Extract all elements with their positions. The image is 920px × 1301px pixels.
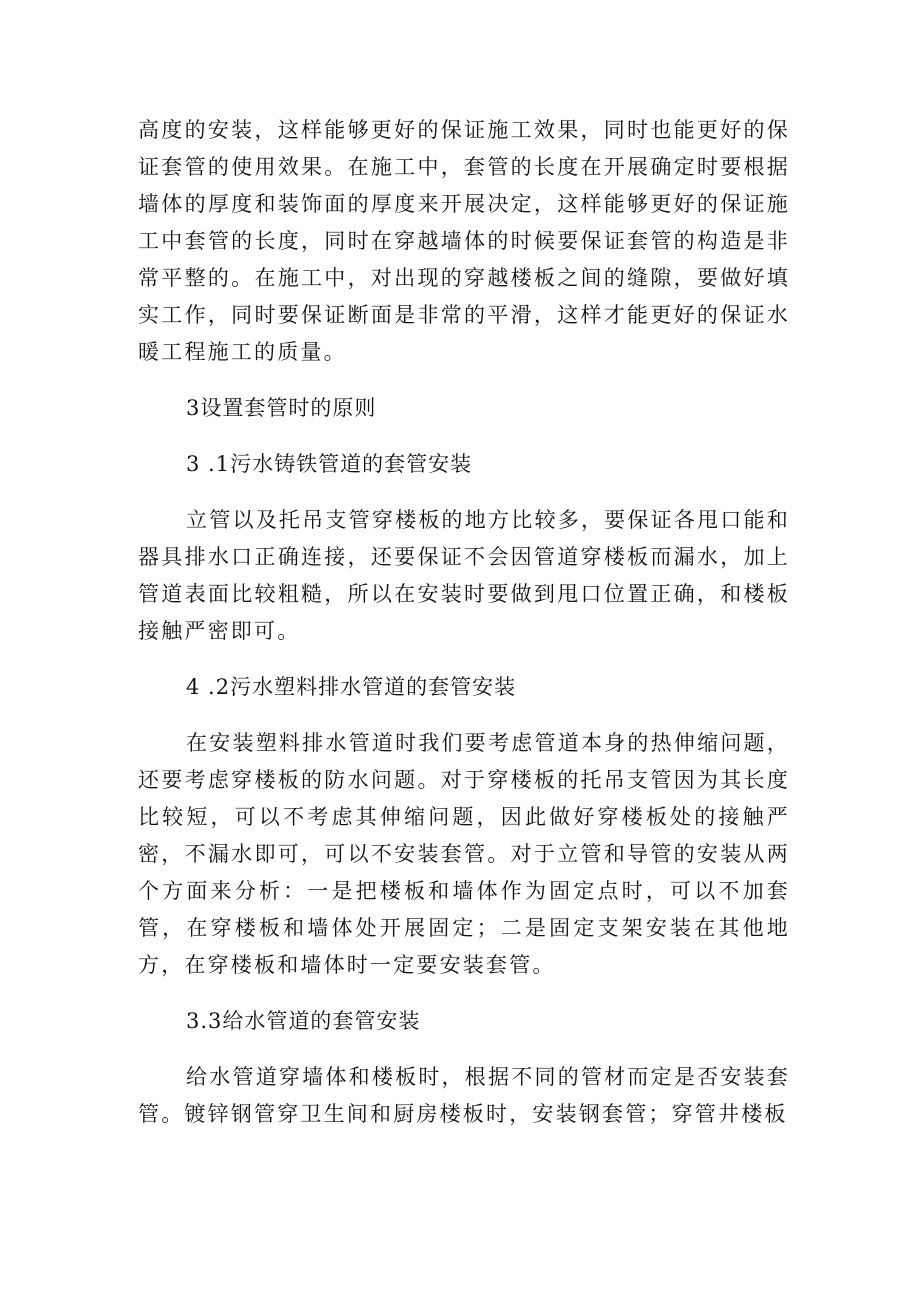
- paragraph-water-supply: 给水管道穿墙体和楼板时，根据不同的管材而定是否安装套管。镀锌钢管穿卫生间和厨房楼板时，安装钢套管；穿管井楼板: [138, 1065, 790, 1126]
- section-heading-3-1: 3 .1污水铸铁管道的套管安装: [186, 452, 473, 476]
- spacer: [138, 706, 790, 725]
- spacer: [138, 427, 790, 446]
- paragraph-continued: 高度的安装，这样能够更好的保证施工效果，同时也能更好的保证套管的使用效果。在施工中，套管的长度在开展确定时要根据墙体的厚度和装饰面的厚度来开展决定，这样能够更好的保证施工中套管的长度，同时在穿越墙体的时候要保证套管的构造是非常平整的。在施工中，对出现的穿越楼板之间的缝隙，要做好填实工作，同时要保证断面是非常的平滑，这样才能更好的保证水暖工程施工的质量。: [138, 118, 790, 364]
- paragraph-cast-iron: 立管以及托吊支管穿楼板的地方比较多，要保证各甩口能和器具排水口正确连接，还要保证不会因管道穿楼板而漏水，加上管道表面比较粗糙，所以在安装时要做到甩口位置正确，和楼板接触严密即可。: [138, 508, 790, 643]
- spacer: [138, 984, 790, 1003]
- spacer: [138, 650, 790, 669]
- document-page: [138, 112, 790, 1133]
- paragraph-plastic-drain: 在安装塑料排水管道时我们要考虑管道本身的热伸缩问题，还要考虑穿楼板的防水问题。对于穿楼板的托吊支管因为其长度比较短，可以不考虑其伸缩问题，因此做好穿楼板处的接触严密，不漏水即可，可以不安装套管。对于立管和导管的安装从两个方面来分析：一是把楼板和墙体作为固定点时，可以不加套管，在穿楼板和墙体处开展固定；二是固定支架安装在其他地方，在穿楼板和墙体时一定要安装套管。: [138, 731, 790, 977]
- spacer: [138, 371, 790, 390]
- spacer: [138, 483, 790, 502]
- section-heading-3-3: 3.3给水管道的套管安装: [186, 1009, 421, 1033]
- spacer: [138, 1040, 790, 1059]
- section-heading-4-2: 4 .2污水塑料排水管道的套管安装: [186, 675, 517, 699]
- section-heading-3: 3设置套管时的原则: [186, 396, 377, 420]
